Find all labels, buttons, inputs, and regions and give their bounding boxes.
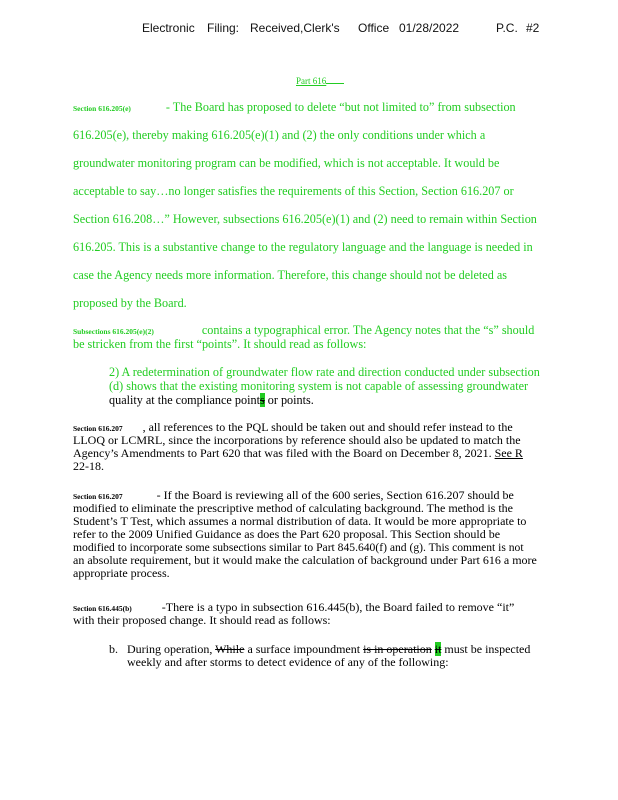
quote-line: (d) shows that the existing monitoring system is not capable of assessing groundwater xyxy=(109,379,529,393)
paragraph-line: modified to eliminate the prescriptive method of calculating background. The method is the xyxy=(73,501,513,515)
paragraph-line: Subsections 616.205(e)(2) contains a typographical error. The Agency notes that the “s” should xyxy=(73,323,535,337)
section-label-616-207: Section 616.207 xyxy=(73,424,123,433)
quote-line: 2) A redetermination of groundwater flow rate and direction conducted under subsection xyxy=(109,365,540,379)
header-office: Office xyxy=(358,21,390,35)
section-label-616-205e2: Subsections 616.205(e)(2) xyxy=(73,327,154,336)
header-electronic: Electronic xyxy=(142,21,195,35)
paragraph-line: Agency’s Amendments to Part 620 that was filed with the Board on December 8, 2021. See R xyxy=(73,446,523,460)
deleted-s-highlight: s xyxy=(259,393,265,407)
list-item: weekly and after storms to detect evidence of any of the following: xyxy=(127,655,449,669)
header-received: Received,Clerk's xyxy=(250,21,340,35)
part-title: Part 616 xyxy=(296,75,344,86)
list-item-marker: b. xyxy=(109,642,118,656)
deleted-it-highlight: it xyxy=(434,642,442,656)
paragraph-line: 616.205(e), thereby making 616.205(e)(1) and (2) the only conditions under which a xyxy=(73,128,486,142)
section-label-616-445b: Section 616.445(b) xyxy=(73,604,132,613)
header-filing: Filing: xyxy=(207,21,240,35)
paragraph-line: 616.205. This is a substantive change to the regulatory language and the language is needed in xyxy=(73,240,533,254)
quote-line: quality at the compliance points or points. xyxy=(109,393,314,407)
paragraph-line: Section 616.205(e) - The Board has proposed to delete “but not limited to” from subsection xyxy=(73,100,516,114)
paragraph-line: proposed by the Board. xyxy=(73,296,187,310)
paragraph-line: case the Agency needs more information. Therefore, this change should not be deleted as xyxy=(73,268,507,282)
paragraph-line: with their proposed change. It should read as follows: xyxy=(73,613,331,627)
section-label-616-207b: Section 616.207 xyxy=(73,492,123,501)
paragraph-line: Section 616.445(b) -There is a typo in subsection 616.445(b), the Board failed to remove “it” xyxy=(73,600,515,614)
paragraph-line: Section 616.208…” However, subsections 616.205(e)(1) and (2) need to remain within Section xyxy=(73,212,537,226)
paragraph-line: Section 616.207 - If the Board is reviewing all of the 600 series, Section 616.207 should be xyxy=(73,488,514,502)
paragraph-line: groundwater monitoring program can be modified, which is not acceptable. It would be xyxy=(73,156,500,170)
header-pc: P.C. xyxy=(496,21,518,35)
paragraph-line: an absolute requirement, but it would make the calculation of background under Part 616 a more xyxy=(73,553,537,567)
section-label-616-205e: Section 616.205(e) xyxy=(73,104,131,113)
paragraph-line: Section 616.207 , all references to the PQL should be taken out and should refer instead to the xyxy=(73,420,513,434)
paragraph-line: be stricken from the first “points”. It should read as follows: xyxy=(73,337,367,351)
paragraph-line: appropriate process. xyxy=(73,566,170,580)
paragraph-line: refer to the 2009 Unified Guidance as does the Part 620 proposal. This Section should be xyxy=(73,527,501,541)
paragraph-line: acceptable to say…no longer satisfies the requirements of this Section, Section 616.207 or xyxy=(73,184,514,198)
paragraph-line: Student’s T Test, which assumes a normal distribution of data. It would be more appropriate to xyxy=(73,514,527,528)
header-pc-number: #2 xyxy=(526,21,540,35)
paragraph-line: LLOQ or LCMRL, since the incorporations by reference should also be updated to match the xyxy=(73,433,521,447)
paragraph-line: 22-18. xyxy=(73,459,104,473)
paragraph-line: modified to incorporate some subsections similar to Part 845.640(f) and (g). This comment is not xyxy=(73,541,524,554)
header-date: 01/28/2022 xyxy=(399,21,460,35)
list-item: During operation, While a surface impoundment is in operation it must be inspected xyxy=(127,642,531,656)
